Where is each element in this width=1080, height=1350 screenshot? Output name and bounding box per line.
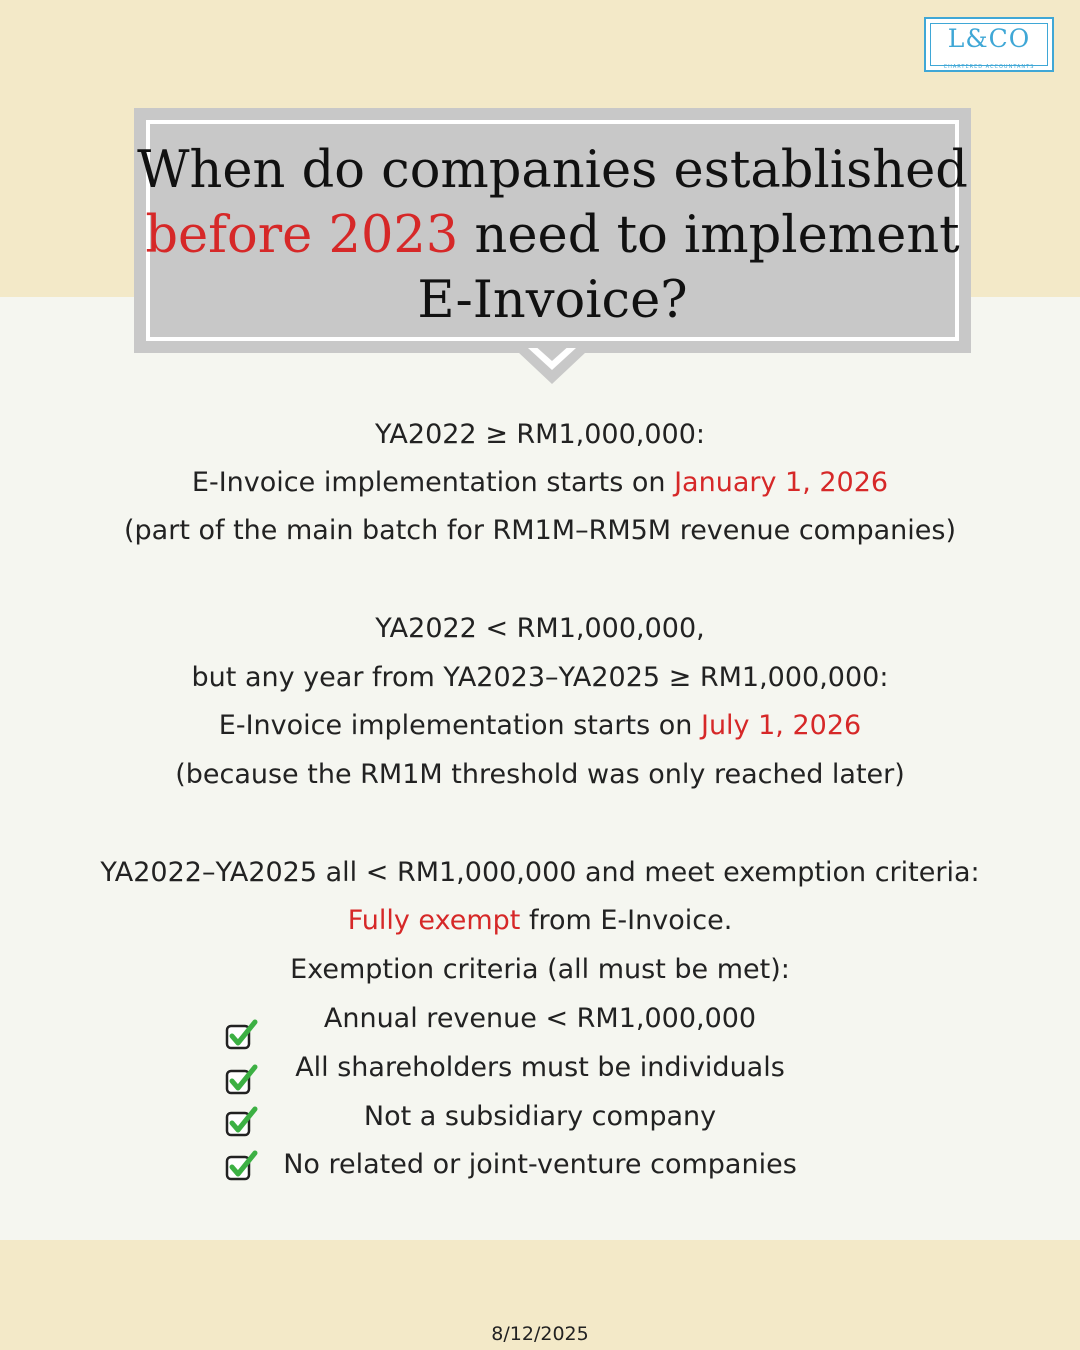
section2-start-line [0,706,1080,746]
title-highlight: before 2023 [145,206,459,265]
section2-date: July 1, 2026 [700,710,862,741]
footer-date: 8/12/2025 [491,1323,589,1345]
checkbox-icon [224,1019,258,1053]
section3-highlight: Fully exempt [347,905,521,936]
company-logo [924,17,1054,72]
page-title [134,138,971,333]
section1-start-line [0,463,1080,503]
section2-heading: YA2022 < RM1,000,000, [375,613,705,644]
criteria-item-1: Annual revenue < RM1,000,000 [323,1003,757,1034]
criteria-item-4: No related or joint-venture companies [283,1149,797,1180]
section2-note: (because the RM1M threshold was only reached later) [175,759,905,790]
section1-prefix: E-Invoice implementation starts on [191,467,675,498]
section3-suffix: from E-Invoice. [520,905,733,936]
section1-note: (part of the main batch for RM1M–RM5M revenue companies) [124,515,956,546]
checkbox-icon [224,1150,258,1184]
logo-text: L&CO [947,24,1031,53]
title-line-2 [134,203,971,268]
criteria-title: Exemption criteria (all must be met): [290,954,790,985]
criteria-item-2: All shareholders must be individuals [295,1052,785,1083]
title-line-2-rest: need to implement [458,206,960,265]
logo-subtitle: CHARTERED ACCOUNTANTS [943,64,1035,70]
section3-exempt-line [0,901,1080,941]
title-line-3: E-Invoice? [417,271,688,330]
title-line-1: When do companies established [137,141,968,200]
checkbox-icon [224,1064,258,1098]
title-pointer-fill [533,344,571,361]
checkbox-icon [224,1106,258,1140]
section2-prefix: E-Invoice implementation starts on [218,710,701,741]
criteria-item-3: Not a subsidiary company [363,1101,717,1132]
title-box [134,108,971,353]
section1-heading: YA2022 ≥ RM1,000,000: [375,419,705,450]
section1-date: January 1, 2026 [674,467,889,498]
section2-condition: but any year from YA2023–YA2025 ≥ RM1,000,000: [191,662,889,693]
section3-heading: YA2022–YA2025 all < RM1,000,000 and meet exemption criteria: [100,857,980,888]
